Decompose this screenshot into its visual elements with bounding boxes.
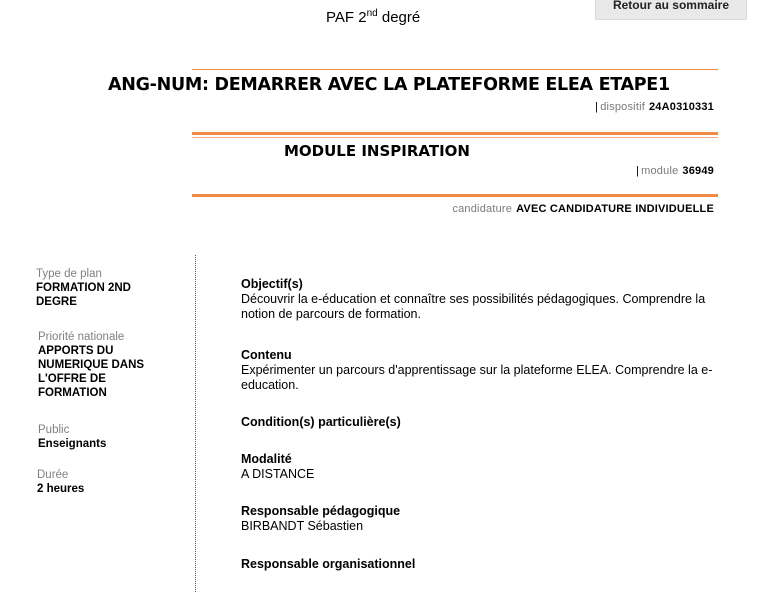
sidebar-label: Durée xyxy=(37,469,69,481)
module-label: module xyxy=(641,165,679,177)
section-conditions xyxy=(241,415,731,430)
sidebar-field-public xyxy=(38,424,158,451)
paf-suffix: degré xyxy=(377,9,421,26)
sidebar-value: Enseignants xyxy=(38,438,107,450)
formation-title: ANG-NUM: DEMARRER AVEC LA PLATEFORME ELEA ETAPE1 xyxy=(108,75,670,95)
dispositif-value: 24A0310331 xyxy=(648,101,714,113)
section-contenu xyxy=(241,348,731,393)
candidature-label: candidature xyxy=(452,203,513,215)
dispositif-line: | dispositif 24A0310331 xyxy=(595,101,714,113)
candidature-line xyxy=(452,203,714,215)
column-divider xyxy=(195,255,196,592)
section-heading: Contenu xyxy=(241,348,292,362)
module-bottom-rule xyxy=(192,194,718,197)
sidebar-label: Priorité nationale xyxy=(38,331,125,343)
paf-prefix: PAF 2 xyxy=(326,9,367,26)
section-heading: Modalité xyxy=(241,452,292,466)
section-text: A DISTANCE xyxy=(241,467,315,481)
section-text: Expérimenter un parcours d'apprentissage sur la plateforme ELEA. Comprendre la e-education. xyxy=(241,363,713,392)
sidebar-field-type-de-plan xyxy=(36,268,156,309)
title-top-rule xyxy=(192,69,718,70)
section-heading: Condition(s) particulière(s) xyxy=(241,415,401,429)
module-line: | module 36949 xyxy=(636,165,714,177)
paf-header xyxy=(326,8,420,26)
section-heading: Objectif(s) xyxy=(241,277,303,291)
module-value: 36949 xyxy=(682,165,714,177)
sidebar-field-priorite-nationale xyxy=(38,331,158,400)
return-to-summary-button[interactable]: Retour au sommaire xyxy=(595,0,747,20)
candidature-value: AVEC CANDIDATURE INDIVIDUELLE xyxy=(516,203,714,215)
module-title: MODULE INSPIRATION xyxy=(284,142,470,160)
section-heading: Responsable pédagogique xyxy=(241,504,401,518)
sidebar-field-duree xyxy=(37,469,157,496)
section-heading: Responsable organisationnel xyxy=(241,557,416,571)
paf-superscript: nd xyxy=(366,8,378,19)
dispositif-label: dispositif xyxy=(600,101,645,113)
module-top-rule-thin xyxy=(192,137,718,138)
section-responsable-pedagogique xyxy=(241,504,731,534)
sidebar-value: FORMATION 2ND DEGRE xyxy=(36,282,131,308)
sidebar-value: 2 heures xyxy=(37,483,85,495)
sidebar-value: APPORTS DU NUMERIQUE DANS L'OFFRE DE FORMATION xyxy=(38,345,145,399)
section-text: BIRBANDT Sébastien xyxy=(241,519,364,533)
sidebar-label: Public xyxy=(38,424,70,436)
sidebar-label: Type de plan xyxy=(36,268,102,280)
section-modalite xyxy=(241,452,731,482)
section-objectifs xyxy=(241,277,731,322)
section-responsable-organisationnel xyxy=(241,557,731,572)
section-text: Découvrir la e-éducation et connaître ses possibilités pédagogiques. Comprendre la notion de parcours de formation. xyxy=(241,292,706,321)
module-top-rule xyxy=(192,132,718,135)
